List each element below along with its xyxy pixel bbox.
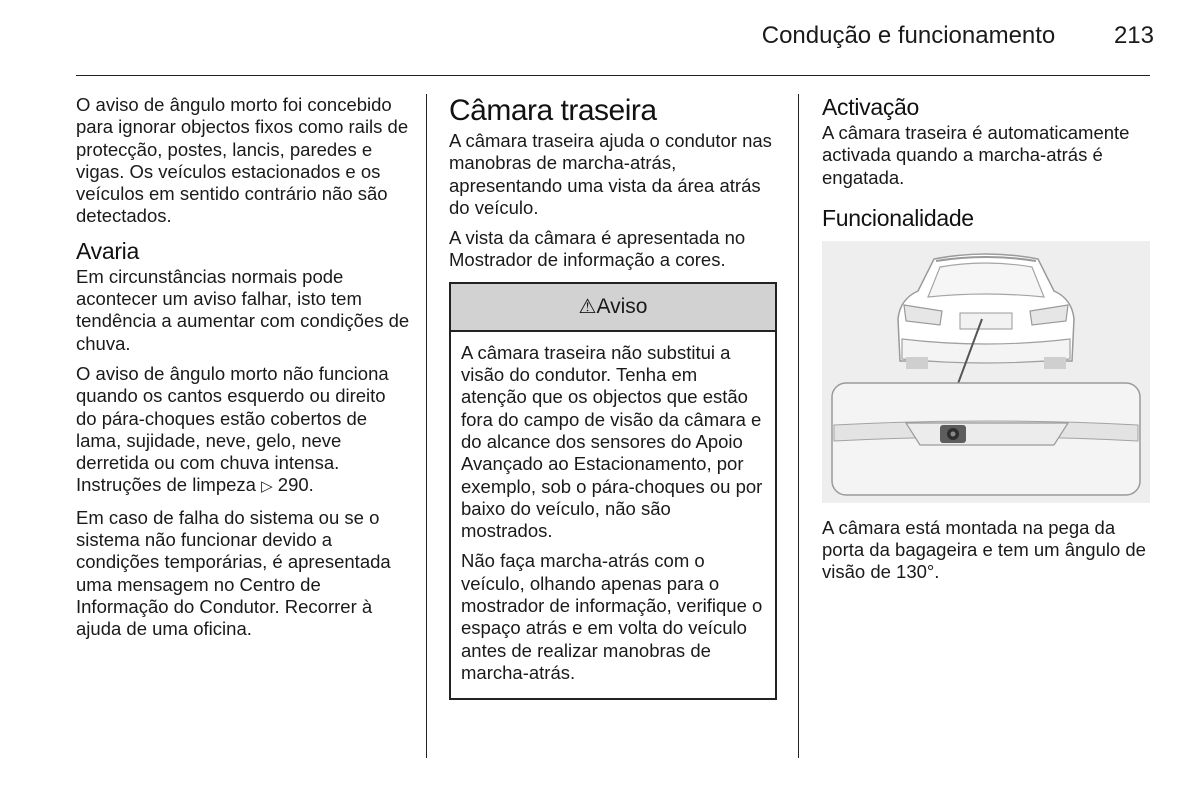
page-reference-arrow-icon[interactable]: ▷ xyxy=(261,478,273,496)
funcionalidade-heading: Funcionalidade xyxy=(822,204,974,231)
rear-camera-title: Câmara traseira xyxy=(449,94,657,127)
column-divider-2 xyxy=(798,94,799,758)
warning-paragraph-2: Não faça marcha-atrás com o veículo, olhando apenas para o mostrador de informação, verifique o espaço atrás e em volta do veículo antes de realizar manobras de marcha-atrás. xyxy=(461,550,763,683)
avaria-paragraph-2-text: O aviso de ângulo morto não funciona quando os cantos esquerdo ou direito do pára-choques estão cobertos de lama, sujidade, neve, gelo, neve derretida ou com chuva intensa. Instruções de limpeza xyxy=(76,362,389,496)
avaria-paragraph-2 xyxy=(76,363,411,499)
avaria-heading: Avaria xyxy=(76,237,139,264)
activacao-paragraph: A câmara traseira é automaticamente activada quando a marcha-atrás é engatada. xyxy=(822,122,1130,188)
activacao-heading: Activação xyxy=(822,94,920,120)
page-number: 213 xyxy=(1113,22,1154,49)
page-reference-link[interactable]: 290. xyxy=(277,474,314,496)
avaria-paragraph-3: Em caso de falha do sistema ou se o sistema não funcionar devido a condições temporárias, é apresentada uma mensagem no Centro de Informação do Condutor. Recorrer à ajuda de uma oficina. xyxy=(76,506,391,640)
section-title: Condução e funcionamento xyxy=(761,22,1056,49)
avaria-paragraph-1: Em circunstâncias normais pode acontecer um aviso falhar, isto tem tendência a aumentar com condições de chuva. xyxy=(76,265,410,354)
column-divider-1 xyxy=(426,94,427,758)
warning-triangle-icon: ⚠ xyxy=(578,295,597,318)
warning-body xyxy=(451,332,775,698)
rear-camera-illustration xyxy=(822,241,1150,503)
page-header xyxy=(0,22,1154,50)
column-3 xyxy=(822,94,1154,592)
column-2 xyxy=(449,94,779,700)
warning-header xyxy=(451,284,775,332)
warning-title: Aviso xyxy=(596,294,648,318)
column-1 xyxy=(76,94,411,649)
warning-box xyxy=(449,282,777,700)
car-rear-svg xyxy=(822,241,1150,503)
header-divider xyxy=(76,75,1150,76)
rear-camera-paragraph-2: A vista da câmara é apresentada no Mostrador de informação a cores. xyxy=(449,227,746,271)
intro-paragraph: O aviso de ângulo morto foi concebido para ignorar objectos fixos como rails de protecção, postes, lancis, paredes e vigas. Os veículos estacionados e os veículos em sentido contrário não são detectados. xyxy=(76,94,409,227)
warning-paragraph-1: A câmara traseira não substitui a visão do condutor. Tenha em atenção que os objectos que estão fora do campo de visão da câmara e do alcance dos sensores do Apoio Avançado ao Estacionamento, por exemplo, sob o pára-choques ou por baixo do veículo, não são mostrados. xyxy=(461,341,763,542)
figure-caption: A câmara está montada na pega da porta da bagageira e tem um ângulo de visão de 130°. xyxy=(822,516,1146,583)
rear-camera-paragraph-1: A câmara traseira ajuda o condutor nas manobras de marcha-atrás, apresentando uma vista da área atrás do veículo. xyxy=(449,130,772,218)
